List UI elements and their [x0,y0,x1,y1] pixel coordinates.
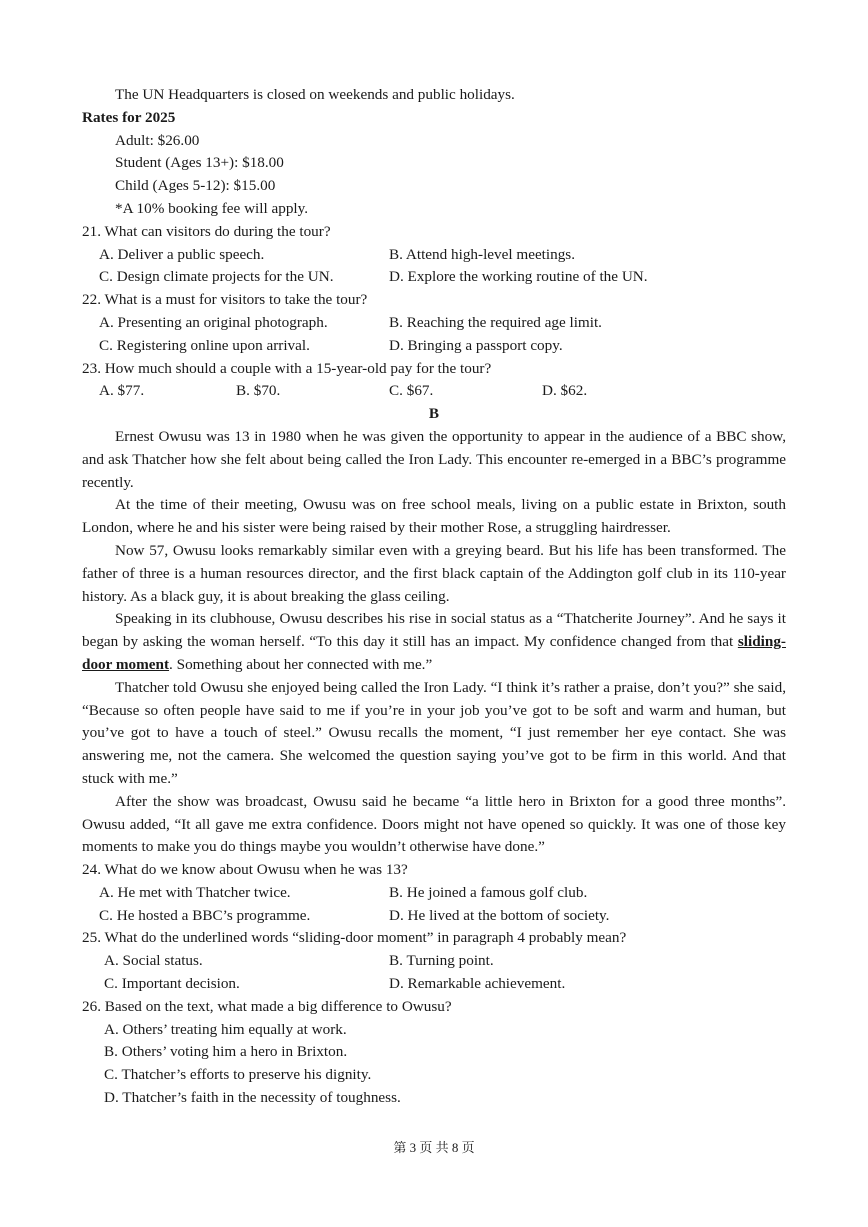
option-a: A. Social status. [104,952,203,970]
question-stem: 24. What do we know about Owusu when he was 13? [82,861,408,879]
option-c: C. Registering online upon arrival. [99,336,310,354]
option-d: D. $62. [542,382,588,400]
underlined-phrase: sliding-door moment [82,633,786,673]
rates-heading: Rates for 2025 [82,108,176,126]
question-stem: 22. What is a must for visitors to take the tour? [82,291,368,309]
rate-child: Child (Ages 5-12): $15.00 [115,177,276,195]
option-a: A. Deliver a public speech. [99,245,265,263]
rate-adult: Adult: $26.00 [115,131,200,149]
passage-paragraph-2: At the time of their meeting, Owusu was on free school meals, living on a public estate in Brixton, south London, where he and his sister were being raised by their mother Rose, a struggling hairdresser. [82,496,786,537]
option-b: B. Turning point. [389,952,494,970]
question-stem: 25. What do the underlined words “sliding-door moment” in paragraph 4 probably mean? [82,929,627,947]
option-b: B. Reaching the required age limit. [389,313,602,331]
question-26 [82,996,786,1110]
question-stem: 23. How much should a couple with a 15-year-old pay for the tour? [82,359,492,377]
section-heading: B [428,405,440,423]
passage-paragraph-5: Thatcher told Owusu she enjoyed being called the Iron Lady. “I think it’s rather a praise, don’t you?” she said, “Because so often people have said to me if you’re in your job you’ve got to be soft and warm and human, but you’ve got to have a touch of steel.” Owusu recalls the moment, “I just remember her eye contact. She was answering me, not the camera. She welcomed the question saying you’ve got to be firm in this world. And that stuck with me.” [82,678,786,787]
option-d: D. He lived at the bottom of society. [389,906,610,924]
exam-page [82,84,786,1110]
passage-paragraph-1: Ernest Owusu was 13 in 1980 when he was given the opportunity to appear in the audience of a BBC show, and ask Thatcher how she felt about being called the Iron Lady. This encounter re-emerged in a BBC’s programme recently. [82,427,786,491]
question-22 [82,289,786,357]
paragraph-4-text-start: Speaking in its clubhouse, Owusu describes his rise in social status as a “Thatcherite Journey”. And he says it began by asking the woman herself. “To this day it still has an impact. My confidence changed from that [82,610,786,651]
passage-paragraph-6: After the show was broadcast, Owusu said he became “a little hero in Brixton for a good three months”. Owusu added, “It all gave me extra confidence. Doors might not have opened so quickly. It was one of those key moments to make you do things maybe you wouldn’t otherwise have done.” [82,792,786,856]
paragraph-4-text-end: . Something about her connected with me.” [169,655,433,673]
option-c: C. $67. [389,382,434,400]
question-25 [82,927,786,995]
question-stem: 21. What can visitors do during the tour? [82,222,331,240]
passage-paragraph-4 [82,608,786,676]
option-d: D. Bringing a passport copy. [389,336,563,354]
option-a: A. Others’ treating him equally at work. [104,1020,347,1038]
option-a: A. Presenting an original photograph. [99,313,328,331]
option-d: D. Thatcher’s faith in the necessity of toughness. [104,1089,401,1107]
option-c: C. He hosted a BBC’s programme. [99,906,311,924]
option-d: D. Explore the working routine of the UN. [389,268,648,286]
rate-student: Student (Ages 13+): $18.00 [115,154,284,172]
passage-paragraph-3: Now 57, Owusu looks remarkably similar even with a greying beard. But his life has been transformed. The father of three is a human resources director, and the first black captain of the Addington golf club in its 110-year history. As a black guy, it is about breaking the glass ceiling. [82,541,786,605]
question-stem: 26. Based on the text, what made a big difference to Owusu? [82,997,452,1015]
option-c: C. Thatcher’s efforts to preserve his dignity. [104,1066,372,1084]
option-d: D. Remarkable achievement. [389,975,566,993]
option-b: B. $70. [236,382,281,400]
page-number: 第 3 页 共 8 页 [393,1140,475,1155]
option-b: B. Others’ voting him a hero in Brixton. [104,1043,348,1061]
question-23 [82,358,786,404]
option-c: C. Important decision. [104,975,240,993]
question-24 [82,859,786,927]
option-b: B. He joined a famous golf club. [389,883,588,901]
question-21 [82,221,786,289]
option-c: C. Design climate projects for the UN. [99,268,334,286]
closed-notice: The UN Headquarters is closed on weekends and public holidays. [115,86,515,103]
option-a: A. $77. [99,382,145,400]
option-a: A. He met with Thatcher twice. [99,883,291,901]
option-b: B. Attend high-level meetings. [389,245,576,263]
booking-fee-note: *A 10% booking fee will apply. [115,199,309,217]
